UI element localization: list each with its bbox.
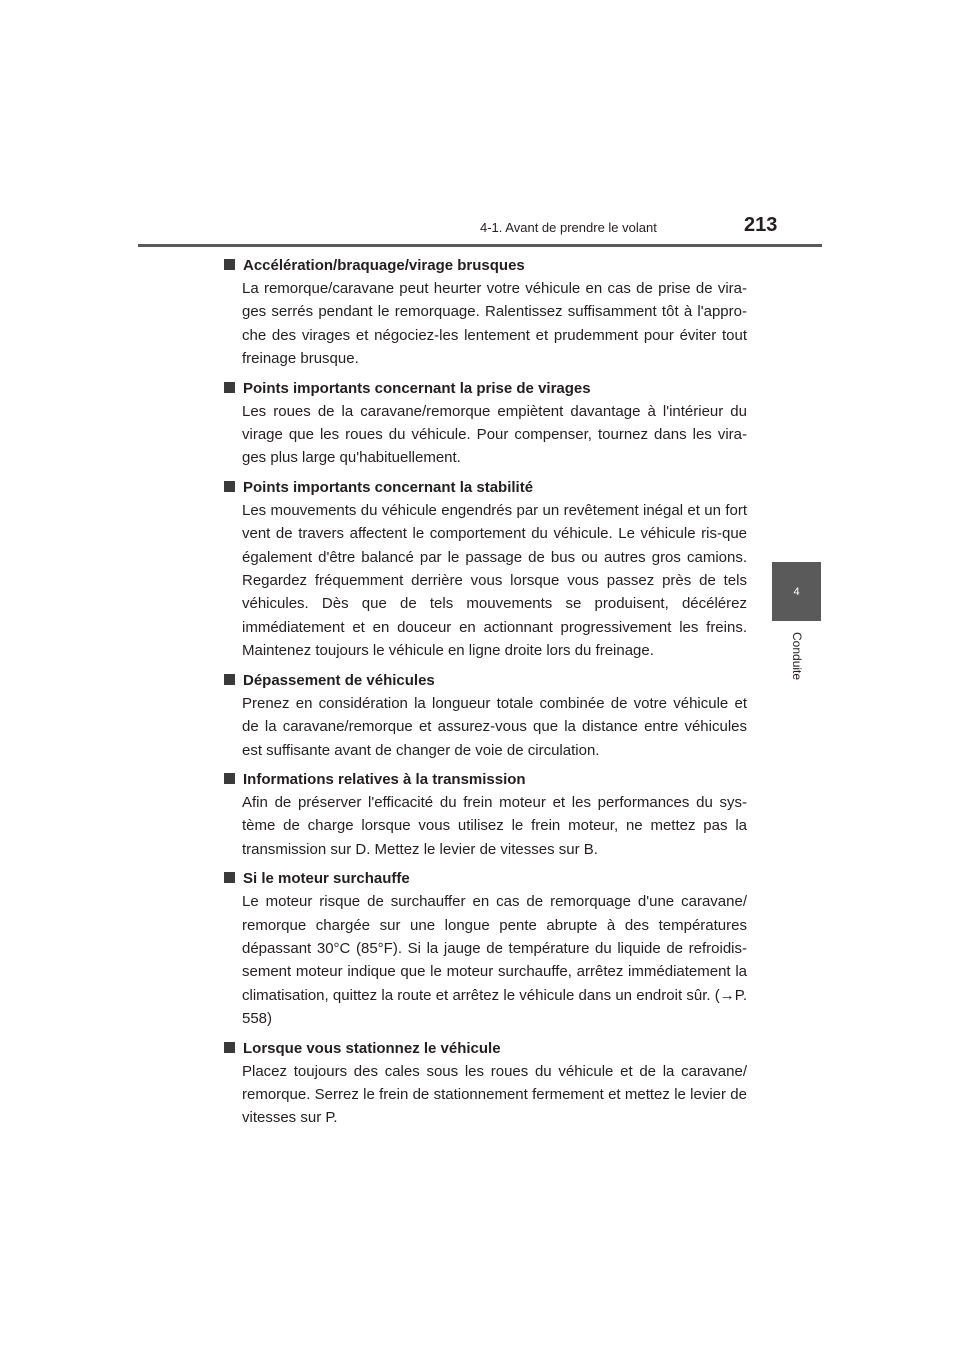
section-parking	[224, 1037, 747, 1130]
section-body: Afin de préserver l'efficacité du frein moteur et les performances du sys-tème de charge lorsque vous utilisez le frein moteur, ne mettez pas la transmission sur D. Mettez le levier de vitesses sur B.	[242, 793, 747, 858]
section-body: Placez toujours des cales sous les roues du véhicule et de la caravane/ remorque. Serrez le frein de stationnement fermement et mettez le levier de vitesses sur P.	[242, 1062, 747, 1127]
section-transmission	[224, 768, 747, 861]
page-number: 213	[744, 214, 778, 236]
section-stability	[224, 476, 747, 663]
section-heading-text: Points importants concernant la prise de virages	[243, 379, 591, 397]
section-heading	[224, 669, 747, 692]
square-bullet-icon	[224, 773, 235, 784]
square-bullet-icon	[224, 674, 235, 685]
section-heading-text: Si le moteur surchauffe	[243, 870, 410, 888]
section-heading-text: Points importants concernant la stabilité	[243, 478, 534, 496]
section-heading	[224, 476, 747, 499]
section-heading	[224, 377, 747, 400]
section-overheating	[224, 867, 747, 1030]
section-heading	[224, 254, 747, 277]
section-heading-text: Dépassement de véhicules	[243, 671, 435, 689]
square-bullet-icon	[224, 382, 235, 393]
section-cornering	[224, 377, 747, 470]
chapter-tab-number: 4	[793, 585, 800, 598]
section-body: La remorque/caravane peut heurter votre véhicule en cas de prise de vira-ges serrés pendant le remorquage. Ralentissez suffisamment tôt à l'appro-che des virages et négociez-les lentement et prudemment pour éviter tout freinage brusque.	[242, 280, 747, 368]
chapter-tab[interactable]	[772, 562, 821, 621]
chapter-label: Conduite	[790, 632, 804, 681]
section-overtaking	[224, 669, 747, 762]
section-heading	[224, 867, 747, 890]
square-bullet-icon	[224, 481, 235, 492]
section-heading-text: Lorsque vous stationnez le véhicule	[243, 1039, 501, 1057]
square-bullet-icon	[224, 1042, 235, 1053]
section-body: Les roues de la caravane/remorque empiètent davantage à l'intérieur du virage que les roues du véhicule. Pour compenser, tournez dans les vira-ges plus large qu'habituellement.	[242, 402, 747, 467]
header-section-title: 4-1. Avant de prendre le volant	[480, 220, 657, 235]
square-bullet-icon	[224, 872, 235, 883]
section-body: Les mouvements du véhicule engendrés par un revêtement inégal et un fort vent de travers affectent le comportement du véhicule. Le véhicule ris-que également d'être balancé par le passage de bus ou autres gros camions. Regardez fréquemment derrière vous lorsque vous passez près de tels véhicules. Dès que de tels mouvements se produisent, décélérez immédiatement et en douceur en actionnant progressivement les freins. Maintenez toujours le véhicule en ligne droite lors du freinage.	[242, 501, 747, 660]
section-heading-text: Accélération/braquage/virage brusques	[243, 257, 525, 274]
section-heading	[224, 1037, 747, 1060]
section-acceleration	[224, 254, 747, 371]
section-heading-text: Informations relatives à la transmission	[243, 770, 526, 788]
section-body: Le moteur risque de surchauffer en cas de remorquage d'une caravane/ remorque chargée sur une longue pente abrupte à des températures dépassant 30°C (85°F). Si la jauge de température du liquide de refroidis-sement moteur indique que le moteur surchauffe, arrêtez immédiatement la climatisation, quittez la route et arrêtez le véhicule dans un endroit sûr. (→P. 558)	[242, 893, 747, 1028]
page-content	[224, 254, 747, 1136]
section-body: Prenez en considération la longueur totale combinée de votre véhicule et de la caravane/remorque et assurez-vous que la distance entre véhicules est suffisante avant de changer de voie de circulation.	[242, 694, 747, 759]
section-heading	[224, 768, 747, 791]
square-bullet-icon	[224, 259, 235, 270]
header-divider	[138, 244, 822, 247]
